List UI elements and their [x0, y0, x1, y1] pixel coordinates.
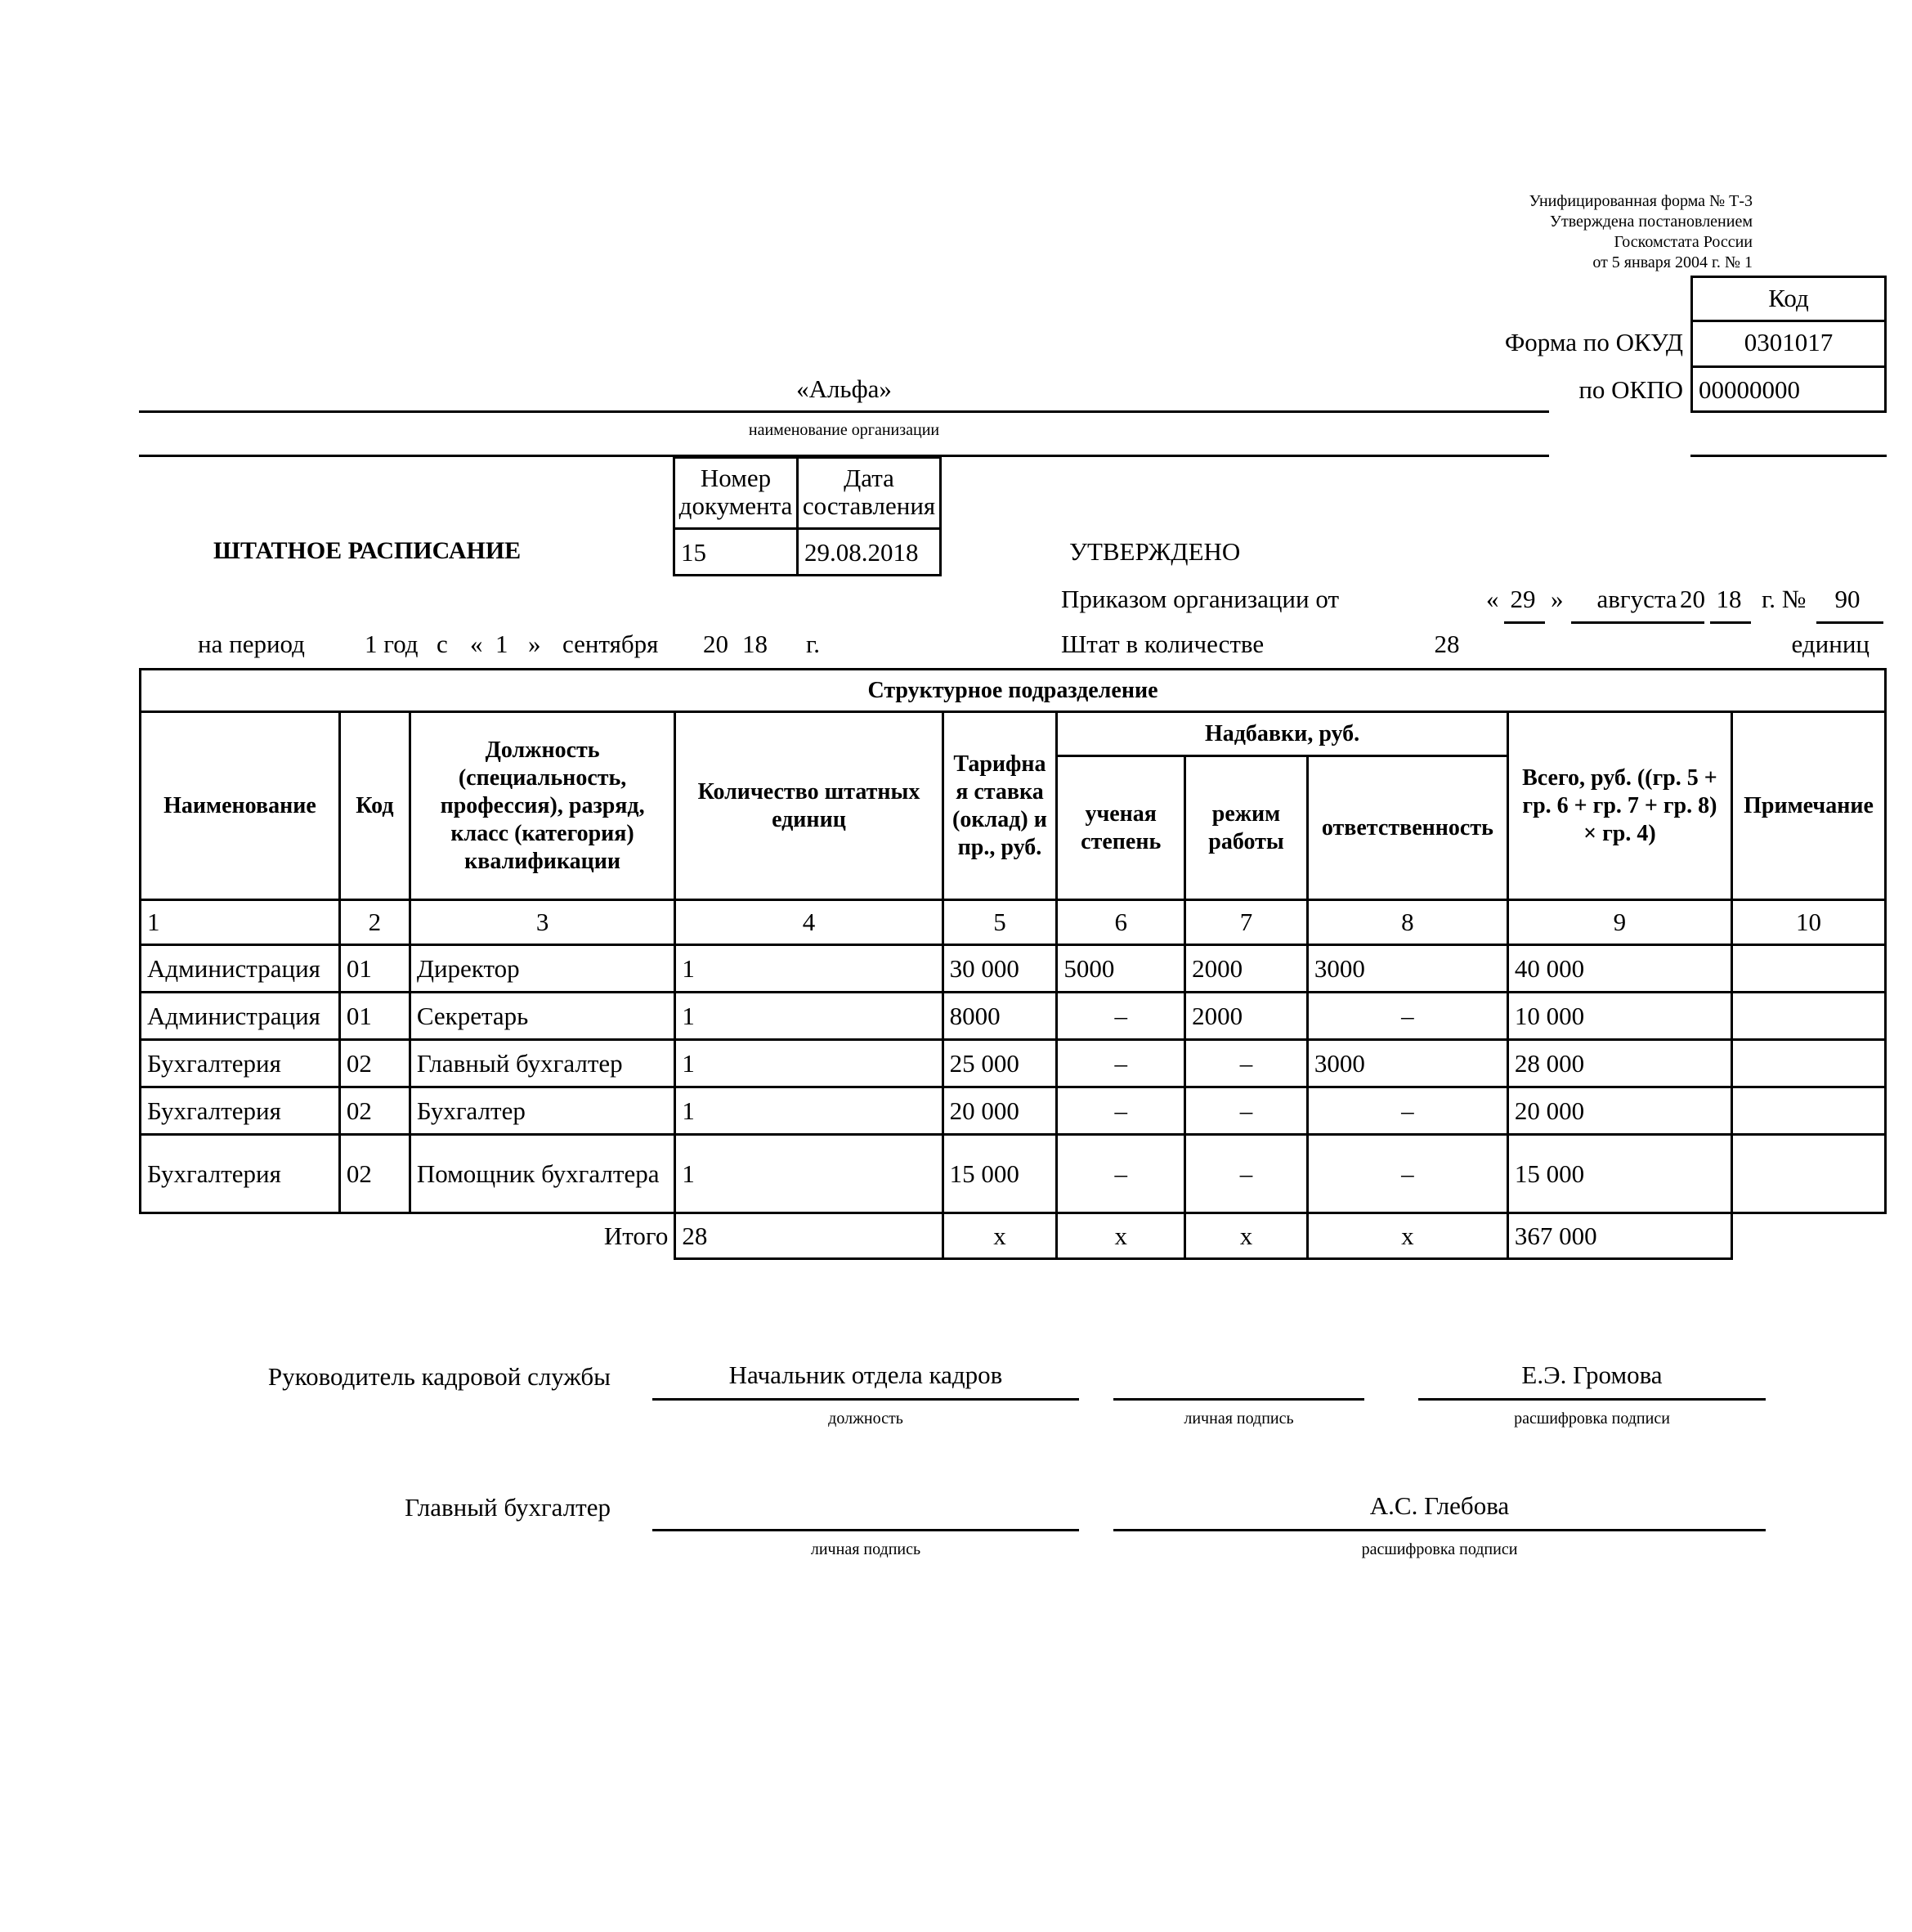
period-month[interactable]: сентября	[562, 630, 659, 658]
hr-name[interactable]: Е.Э. Громова	[1521, 1360, 1663, 1389]
cell-mode[interactable]: –	[1185, 1087, 1308, 1135]
table-row	[141, 1040, 1886, 1087]
table-row	[141, 945, 1886, 993]
accountant-label: Главный бухгалтер	[405, 1493, 611, 1522]
col-number: 9	[1507, 900, 1731, 945]
cell-degree[interactable]: 5000	[1057, 945, 1185, 993]
order-year[interactable]: 18	[1716, 585, 1742, 613]
period-day[interactable]: 1	[495, 630, 508, 658]
totals-degree: х	[1057, 1213, 1185, 1259]
totals-label: Итого	[141, 1213, 675, 1259]
staff-units: единиц	[1791, 630, 1869, 658]
header-name: Наименование	[141, 712, 340, 900]
cell-position[interactable]: Директор	[410, 945, 675, 993]
cell-total[interactable]: 20 000	[1507, 1087, 1731, 1135]
cell-degree[interactable]: –	[1057, 1040, 1185, 1087]
accountant-decode-caption: расшифровка подписи	[1361, 1540, 1518, 1558]
cell-degree[interactable]: –	[1057, 1087, 1185, 1135]
cell-resp[interactable]: 3000	[1307, 945, 1507, 993]
col-number: 4	[675, 900, 943, 945]
cell-count[interactable]: 1	[675, 1135, 943, 1213]
codes-header: Код	[1768, 284, 1809, 312]
period-from: с	[437, 630, 448, 658]
col-number: 10	[1732, 900, 1886, 945]
cell-mode[interactable]: –	[1185, 1040, 1308, 1087]
col-number: 2	[339, 900, 410, 945]
cell-code[interactable]: 02	[339, 1087, 410, 1135]
header-total: Всего, руб. ((гр. 5 + гр. 6 + гр. 7 + гр. 8) × гр. 4)	[1507, 712, 1731, 900]
doc-date[interactable]: 29.08.2018	[804, 538, 919, 567]
period-label: на период	[198, 630, 305, 658]
staff-count[interactable]: 28	[1434, 630, 1460, 658]
cell-rate[interactable]: 8000	[943, 993, 1057, 1040]
cell-count[interactable]: 1	[675, 945, 943, 993]
hr-position[interactable]: Начальник отдела кадров	[728, 1360, 1003, 1389]
okpo-value[interactable]: 00000000	[1699, 375, 1800, 404]
okud-label: Форма по ОКУД	[1504, 328, 1683, 356]
col-number: 3	[410, 900, 675, 945]
hr-signature-caption: личная подпись	[1184, 1410, 1294, 1428]
cell-total[interactable]: 15 000	[1507, 1135, 1731, 1213]
organization-caption: наименование организации	[748, 421, 940, 439]
col-number: 6	[1057, 900, 1185, 945]
cell-mode[interactable]: 2000	[1185, 945, 1308, 993]
order-year-prefix: 20	[1680, 585, 1705, 613]
table-row	[141, 1087, 1886, 1135]
accountant-signature-caption: личная подпись	[810, 1540, 921, 1558]
header-rate: Тарифная ставка (оклад) и пр., руб.	[943, 712, 1057, 900]
cell-total[interactable]: 10 000	[1507, 993, 1731, 1040]
header-responsibility: ответственность	[1307, 756, 1507, 900]
order-quote-close: »	[1551, 585, 1564, 613]
period-year-suffix: г.	[806, 630, 820, 658]
doc-number[interactable]: 15	[681, 538, 706, 567]
totals-total[interactable]: 367 000	[1507, 1213, 1731, 1259]
col-number: 7	[1185, 900, 1308, 945]
header-mode: режим работы	[1185, 756, 1308, 900]
cell-note[interactable]	[1732, 993, 1886, 1040]
hr-decode-caption: расшифровка подписи	[1514, 1410, 1670, 1428]
totals-rate: х	[943, 1213, 1057, 1259]
cell-rate[interactable]: 25 000	[943, 1040, 1057, 1087]
order-number-label: г. №	[1762, 585, 1807, 613]
cell-code[interactable]: 02	[339, 1040, 410, 1087]
cell-position[interactable]: Секретарь	[410, 993, 675, 1040]
form-header	[1529, 191, 1753, 273]
cell-resp[interactable]: –	[1307, 1087, 1507, 1135]
cell-position[interactable]: Главный бухгалтер	[410, 1040, 675, 1087]
cell-note[interactable]	[1732, 1040, 1886, 1087]
cell-name[interactable]: Администрация	[141, 945, 340, 993]
period-quote-open: «	[470, 630, 483, 658]
cell-total[interactable]: 40 000	[1507, 945, 1731, 993]
cell-name[interactable]: Бухгалтерия	[141, 1135, 340, 1213]
cell-name[interactable]: Администрация	[141, 993, 340, 1040]
order-day[interactable]: 29	[1510, 585, 1536, 613]
order-number[interactable]: 90	[1834, 585, 1861, 613]
cell-mode[interactable]: 2000	[1185, 993, 1308, 1040]
document-title: ШТАТНОЕ РАСПИСАНИЕ	[213, 537, 522, 564]
cell-mode[interactable]: –	[1185, 1135, 1308, 1213]
cell-name[interactable]: Бухгалтерия	[141, 1087, 340, 1135]
totals-row	[141, 1213, 1886, 1259]
cell-name[interactable]: Бухгалтерия	[141, 1040, 340, 1087]
approved-label: УТВЕРЖДЕНО	[1069, 537, 1241, 566]
cell-count[interactable]: 1	[675, 1087, 943, 1135]
group-header: Структурное подразделение	[141, 670, 1886, 712]
totals-mode: х	[1185, 1213, 1308, 1259]
hr-label: Руководитель кадровой службы	[267, 1362, 611, 1391]
table-row	[141, 993, 1886, 1040]
form-header-line3: Госкомстата России	[1614, 233, 1753, 251]
period-year-prefix: 20	[703, 630, 728, 658]
cell-degree[interactable]: –	[1057, 993, 1185, 1040]
header-code: Код	[339, 712, 410, 900]
staff-label: Штат в количестве	[1061, 630, 1265, 658]
cell-count[interactable]: 1	[675, 993, 943, 1040]
totals-count[interactable]: 28	[675, 1213, 943, 1259]
header-position: Должность (специальность, профессия), разряд, класс (категория) квалификации	[410, 712, 675, 900]
totals-resp: х	[1307, 1213, 1507, 1259]
cell-rate[interactable]: 20 000	[943, 1087, 1057, 1135]
cell-code[interactable]: 01	[339, 945, 410, 993]
order-label: Приказом организации от	[1061, 585, 1339, 613]
cell-code[interactable]: 02	[339, 1135, 410, 1213]
period-duration[interactable]: 1 год	[365, 630, 419, 658]
cell-resp[interactable]: –	[1307, 993, 1507, 1040]
header-degree: ученая степень	[1057, 756, 1185, 900]
cell-note[interactable]	[1732, 1135, 1886, 1213]
organization-line	[139, 410, 1549, 413]
cell-total[interactable]: 28 000	[1507, 1040, 1731, 1087]
form-header-line1: Унифицированная форма № Т-3	[1529, 192, 1753, 210]
cell-count[interactable]: 1	[675, 1040, 943, 1087]
header-bonuses: Надбавки, руб.	[1057, 712, 1508, 756]
col-number: 5	[943, 900, 1057, 945]
header-note: Примечание	[1732, 712, 1886, 900]
doc-date-header: Дата составления	[802, 464, 936, 520]
cell-resp[interactable]: 3000	[1307, 1040, 1507, 1087]
okpo-label: по ОКПО	[1578, 375, 1683, 404]
doc-number-header: Номер документа	[678, 464, 793, 520]
okud-value[interactable]: 0301017	[1744, 328, 1834, 356]
period-year[interactable]: 18	[742, 630, 768, 658]
period-quote-close: »	[528, 630, 541, 658]
organization-name[interactable]: «Альфа»	[796, 374, 892, 403]
col-number: 8	[1307, 900, 1507, 945]
hr-position-caption: должность	[828, 1410, 903, 1428]
header-count: Количество штатных единиц	[675, 712, 943, 900]
cell-position[interactable]: Бухгалтер	[410, 1087, 675, 1135]
cell-position[interactable]: Помощник бухгалтера	[410, 1135, 675, 1213]
order-quote-open: «	[1486, 585, 1499, 613]
form-header-line4: от 5 января 2004 г. № 1	[1592, 253, 1753, 271]
staffing-table	[139, 668, 1887, 1260]
cell-note[interactable]	[1732, 945, 1886, 993]
cell-note[interactable]	[1732, 1087, 1886, 1135]
form-header-line2: Утверждена постановлением	[1549, 213, 1753, 231]
col-number: 1	[141, 900, 340, 945]
table-row	[141, 1135, 1886, 1213]
cell-code[interactable]: 01	[339, 993, 410, 1040]
cell-rate[interactable]: 15 000	[943, 1135, 1057, 1213]
cell-rate[interactable]: 30 000	[943, 945, 1057, 993]
accountant-name[interactable]: А.С. Глебова	[1369, 1491, 1510, 1520]
cell-resp[interactable]: –	[1307, 1135, 1507, 1213]
cell-degree[interactable]: –	[1057, 1135, 1185, 1213]
order-month[interactable]: августа	[1596, 585, 1677, 613]
